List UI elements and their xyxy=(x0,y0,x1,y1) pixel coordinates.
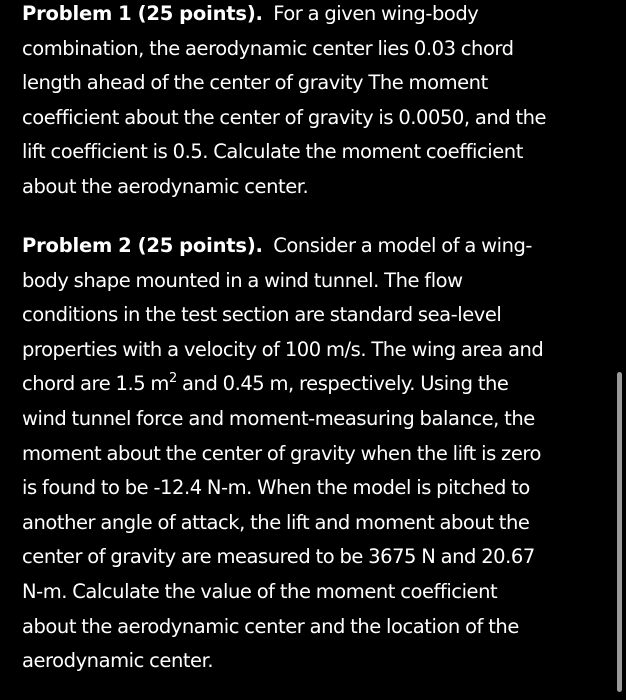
problem-2-line-3: conditions in the test section are standard sea-level xyxy=(22,303,502,327)
problem-2-title: Problem 2 (25 points). xyxy=(22,234,263,257)
problem-2-line-1 xyxy=(22,229,543,264)
problem-2-line-2: body shape mounted in a wind tunnel. The flow xyxy=(22,268,463,292)
vertical-scrollbar[interactable] xyxy=(617,372,622,692)
problem-2-line-7: moment about the center of gravity when the lift is zero xyxy=(22,441,541,465)
problem-2-line-9: another angle of attack, the lift and moment about the xyxy=(22,510,530,534)
problem-1 xyxy=(22,0,546,205)
problem-1-title: Problem 1 (25 points). xyxy=(22,2,263,25)
problem-1-text-1: For a given wing-body xyxy=(273,2,479,25)
chord-value-text: and 0.45 m, respectively. Using the xyxy=(176,372,509,396)
problem-2-line-12: about the aerodynamic center and the location of the xyxy=(22,614,519,638)
problem-2-line-5 xyxy=(22,367,543,402)
problem-1-line-4: coefficient about the center of gravity is 0.0050, and the xyxy=(22,105,547,129)
problem-2-line-11: N-m. Calculate the value of the moment coefficient xyxy=(22,579,498,603)
problem-1-line-6: about the aerodynamic center. xyxy=(22,174,309,198)
problem-2-line-4: properties with a velocity of 100 m/s. The wing area and xyxy=(22,337,544,361)
problem-1-line-2: combination, the aerodynamic center lies 0.03 chord xyxy=(22,36,514,60)
problem-1-line-1 xyxy=(22,0,546,32)
problem-1-line-5: lift coefficient is 0.5. Calculate the moment coefficient xyxy=(22,140,523,164)
problem-2-line-13: aerodynamic center. xyxy=(22,649,214,673)
wing-area-value: chord are 1.5 m xyxy=(22,372,169,396)
problem-2-line-8: is found to be -12.4 N-m. When the model is pitched to xyxy=(22,476,530,500)
problem-1-line-3: length ahead of the center of gravity The moment xyxy=(22,71,488,95)
problem-2-line-6: wind tunnel force and moment-measuring balance, the xyxy=(22,406,535,430)
problem-2-text-1: Consider a model of a wing- xyxy=(273,234,533,257)
problem-2-line-10: center of gravity are measured to be 3675 N and 20.67 xyxy=(22,545,535,569)
problem-2 xyxy=(22,229,543,679)
squared-superscript: 2 xyxy=(168,371,177,387)
